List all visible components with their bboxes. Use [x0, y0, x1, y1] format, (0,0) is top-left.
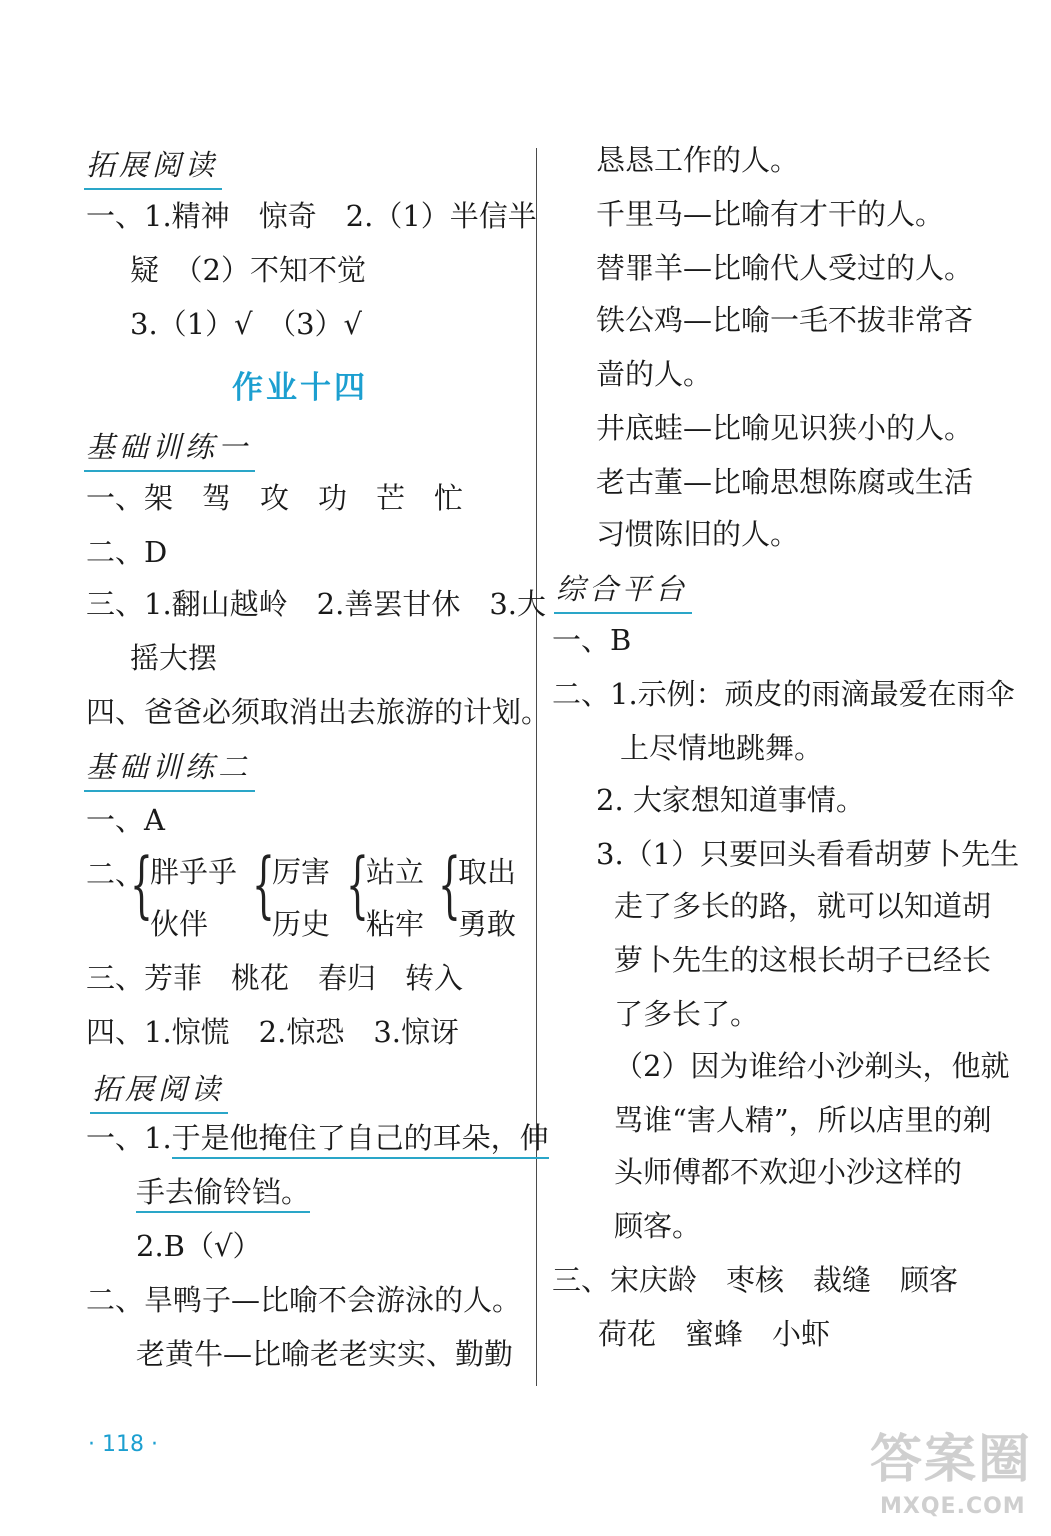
- answer-line: [136, 1174, 310, 1210]
- answer-line: 2.B（√）: [136, 1229, 262, 1263]
- answer-line: 铁公鸡—比喻一毛不拔非常吝: [596, 303, 974, 337]
- underlined-answer: 手去偷铃铛。: [136, 1175, 310, 1213]
- answer-line: 千里马—比喻有才干的人。: [596, 197, 945, 231]
- word-pair-top: 厉害: [272, 855, 331, 889]
- word-pair-bottom: 历史: [272, 907, 331, 941]
- page-number: · 118 ·: [88, 1432, 158, 1457]
- column-divider: [536, 148, 537, 1386]
- section-heading-extended-reading: 拓展阅读: [86, 146, 218, 188]
- answer-line: 四、爸爸必须取消出去旅游的计划。: [86, 695, 551, 729]
- answer-line: 萝卜先生的这根长胡子已经长: [614, 943, 992, 977]
- brace-symbol: {: [252, 842, 275, 926]
- section-heading-extended-reading-2: 拓展阅读: [92, 1070, 224, 1112]
- answer-line: 了多长了。: [614, 997, 760, 1031]
- word-pair-bottom: 伙伴: [150, 907, 209, 941]
- answer-line: 啬的人。: [596, 357, 713, 391]
- watermark-url: MXQE.COM: [880, 1494, 1026, 1519]
- answer-line: 走了多长的路，就可以知道胡: [614, 889, 992, 923]
- answer-line: 替罪羊—比喻代人受过的人。: [596, 251, 974, 285]
- answer-line: 2. 大家想知道事情。: [596, 783, 865, 817]
- answer-line: 四、1.惊慌 2.惊恐 3.惊讶: [86, 1015, 460, 1049]
- answer-line: 上尽情地跳舞。: [620, 731, 824, 765]
- brace-symbol: {: [130, 842, 153, 926]
- answer-line: 老古董—比喻思想陈腐或生活: [596, 465, 974, 499]
- underlined-answer: 于是他掩住了自己的耳朵，伸: [172, 1121, 549, 1159]
- brace-symbol: {: [438, 842, 461, 926]
- word-pair-bottom: 勇敢: [458, 907, 517, 941]
- section-heading-basic-training-2: 基础训练二: [86, 748, 251, 790]
- answer-line: 一、A: [86, 803, 165, 837]
- answer-line: 老黄牛—比喻老老实实、勤勤: [136, 1337, 514, 1371]
- answer-line: 3.（1）√ （3）√: [130, 307, 363, 341]
- assignment-title: 作业十四: [232, 370, 368, 406]
- answer-line: [86, 1120, 549, 1156]
- answer-line: 三、1.翻山越岭 2.善罢甘休 3.大: [86, 587, 547, 621]
- answer-line: 井底蛙—比喻见识狭小的人。: [596, 411, 974, 445]
- answer-line-prefix: 一、1.: [86, 1121, 172, 1155]
- answer-line: （2）因为谁给小沙剃头，他就: [614, 1049, 1010, 1083]
- answer-line-prefix: 二、: [86, 857, 145, 891]
- section-heading-basic-training-1: 基础训练一: [86, 428, 251, 470]
- answer-line: 二、D: [86, 535, 168, 569]
- answer-line: 一、B: [552, 623, 632, 657]
- section-heading-comprehensive: 综合平台: [556, 570, 688, 612]
- answer-line: 三、宋庆龄 枣核 裁缝 顾客: [552, 1263, 959, 1297]
- answer-line: 习惯陈旧的人。: [596, 517, 800, 551]
- watermark-text: 答案圈: [870, 1430, 1033, 1490]
- answer-line: 恳恳工作的人。: [596, 143, 800, 177]
- brace-symbol: {: [346, 842, 369, 926]
- answer-line: 二、1.示例：顽皮的雨滴最爱在雨伞: [552, 677, 1015, 711]
- watermark-logo: [860, 1430, 1040, 1526]
- answer-line: 三、芳菲 桃花 春归 转入: [86, 961, 464, 995]
- answer-line: 3.（1）只要回头看看胡萝卜先生: [596, 837, 1020, 871]
- answer-line: 荷花 蜜蜂 小虾: [598, 1317, 831, 1351]
- answer-line: 一、1.精神 惊奇 2.（1）半信半: [86, 199, 537, 233]
- answer-line: 一、架 驾 攻 功 芒 忙: [86, 481, 464, 515]
- answer-line: 摇大摆: [130, 641, 218, 675]
- word-pair-top: 取出: [458, 855, 517, 889]
- answer-line: 头师傅都不欢迎小沙这样的: [614, 1155, 963, 1189]
- word-pair-bottom: 粘牢: [366, 907, 425, 941]
- word-pair-top: 站立: [366, 855, 425, 889]
- answer-line: 骂谁“害人精”，所以店里的剃: [614, 1103, 992, 1137]
- answer-line: 二、旱鸭子—比喻不会游泳的人。: [86, 1283, 522, 1317]
- answer-line: 顾客。: [614, 1209, 702, 1243]
- word-pair-top: 胖乎乎: [150, 855, 238, 889]
- answer-line: 疑 （2）不知不觉: [130, 253, 366, 287]
